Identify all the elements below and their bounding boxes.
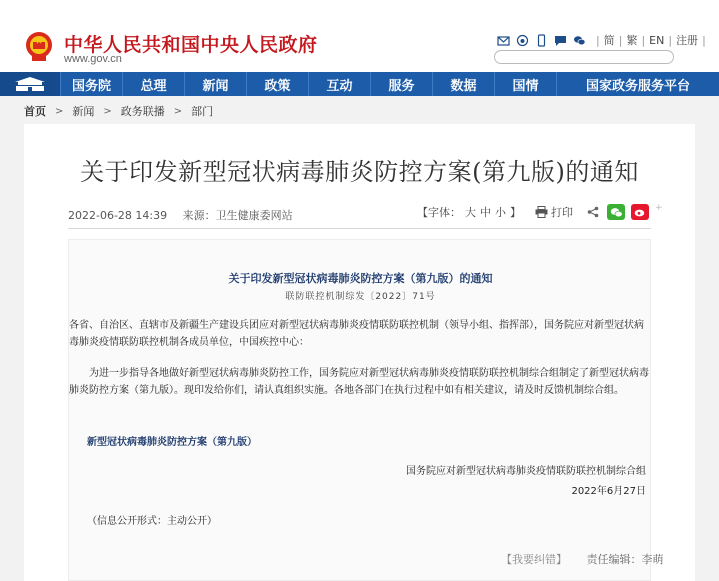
print-button[interactable]	[535, 204, 573, 220]
nav-item-national-info[interactable]: 国情	[494, 72, 556, 96]
publish-datetime: 2022-06-28 14:39	[68, 209, 168, 222]
main-nav	[0, 72, 719, 96]
font-size-large[interactable]: 大	[465, 206, 476, 219]
top-links: | 简 | 繁 | EN | 注册 |	[497, 32, 710, 48]
nav-item-data[interactable]: 数据	[432, 72, 494, 96]
link-english[interactable]: EN	[649, 33, 665, 47]
national-emblem-icon[interactable]	[24, 30, 54, 62]
wechat-icon[interactable]	[573, 34, 586, 47]
document-signature: 国务院应对新型冠状病毒肺炎疫情联防联控机制综合组	[406, 466, 646, 477]
article-meta	[68, 207, 293, 223]
source-label: 来源：	[182, 209, 216, 222]
font-size-small[interactable]: 小	[495, 206, 506, 219]
document-paragraph-body: 为进一步指导各地做好新型冠状病毒肺炎防控工作，国务院应对新型冠状病毒肺炎疫情联防联控机制综合组制定了新型冠状病毒肺炎防控方案（第九版）。现印发给你们，请认真组织实施。各地各部门在执行过程中如有相关建议，请及时反馈机制综合组。	[69, 368, 649, 396]
breadcrumb-separator: >	[173, 105, 183, 117]
site-url: www.gov.cn	[64, 53, 122, 65]
breadcrumb-gov-broadcast[interactable]: 政务联播	[120, 105, 165, 118]
tiananmen-icon	[11, 75, 49, 93]
printer-icon	[535, 206, 548, 218]
link-register[interactable]: 注册	[676, 34, 699, 47]
font-size-medium[interactable]: 中	[480, 206, 491, 219]
article-tools	[417, 204, 663, 220]
document-image	[68, 239, 651, 581]
mail-icon[interactable]	[497, 34, 510, 47]
article-footer	[501, 551, 664, 567]
nav-item-service[interactable]: 服务	[370, 72, 432, 96]
site-header	[0, 0, 719, 72]
nav-item-news[interactable]: 新闻	[184, 72, 246, 96]
search-input[interactable]	[494, 50, 674, 64]
breadcrumb-departments[interactable]: 部门	[191, 105, 214, 118]
document-number: 联防联控机制综发〔2022〕71号	[285, 292, 436, 302]
nav-item-service-platform[interactable]: 国家政务服务平台	[556, 72, 719, 96]
article-card	[24, 124, 695, 581]
breadcrumb	[24, 103, 213, 119]
nav-item-premier[interactable]: 总理	[122, 72, 184, 96]
nav-item-state-council[interactable]: 国务院	[60, 72, 122, 96]
weibo-icon[interactable]	[516, 34, 529, 47]
document-title: 关于印发新型冠状病毒肺炎防控方案（第九版）的通知	[228, 272, 493, 285]
font-size-close: 】	[510, 206, 521, 219]
breadcrumb-news[interactable]: 新闻	[72, 105, 95, 118]
nav-item-interaction[interactable]: 互动	[308, 72, 370, 96]
breadcrumb-home[interactable]: 首页	[24, 105, 46, 118]
nav-item-policy[interactable]: 政策	[246, 72, 308, 96]
document-paragraph-recipients: 各省、自治区、直辖市及新疆生产建设兵团应对新型冠状病毒肺炎疫情联防联控机制（领导小组、指挥部），国务院应对新型冠状病毒肺炎疫情联防联控机制各成员单位，中国疾控中心：	[69, 320, 644, 348]
meta-divider	[68, 228, 651, 229]
site-title[interactable]: 中华人民共和国中央人民政府	[64, 34, 318, 56]
font-size-label: 【字体：	[417, 206, 461, 219]
nav-home-logo[interactable]	[0, 72, 60, 96]
document-attachment-link[interactable]: 新型冠状病毒肺炎防控方案（第九版）	[87, 437, 257, 448]
wechat-share-icon[interactable]	[607, 204, 625, 220]
source-name[interactable]: 卫生健康委网站	[215, 209, 293, 222]
breadcrumb-separator: >	[103, 105, 112, 117]
message-icon[interactable]	[554, 34, 567, 47]
link-simplified[interactable]: 简	[603, 34, 615, 47]
share-icon[interactable]	[587, 206, 599, 218]
weibo-share-icon[interactable]	[631, 204, 649, 220]
document-date: 2022年6月27日	[571, 486, 646, 497]
disclosure-form: （信息公开形式：主动公开）	[87, 516, 217, 527]
report-error-link[interactable]: 【我要纠错】	[501, 553, 567, 566]
print-label: 打印	[551, 206, 573, 219]
article-title: 关于印发新型冠状病毒肺炎防控方案(第九版)的通知	[80, 158, 639, 186]
breadcrumb-separator: >	[55, 105, 64, 117]
link-traditional[interactable]: 繁	[626, 34, 638, 47]
more-share-icon[interactable]: +	[655, 203, 663, 213]
font-size-control	[417, 204, 521, 220]
responsible-editor: 责任编辑：李萌	[586, 553, 664, 566]
mobile-icon[interactable]	[535, 34, 548, 47]
